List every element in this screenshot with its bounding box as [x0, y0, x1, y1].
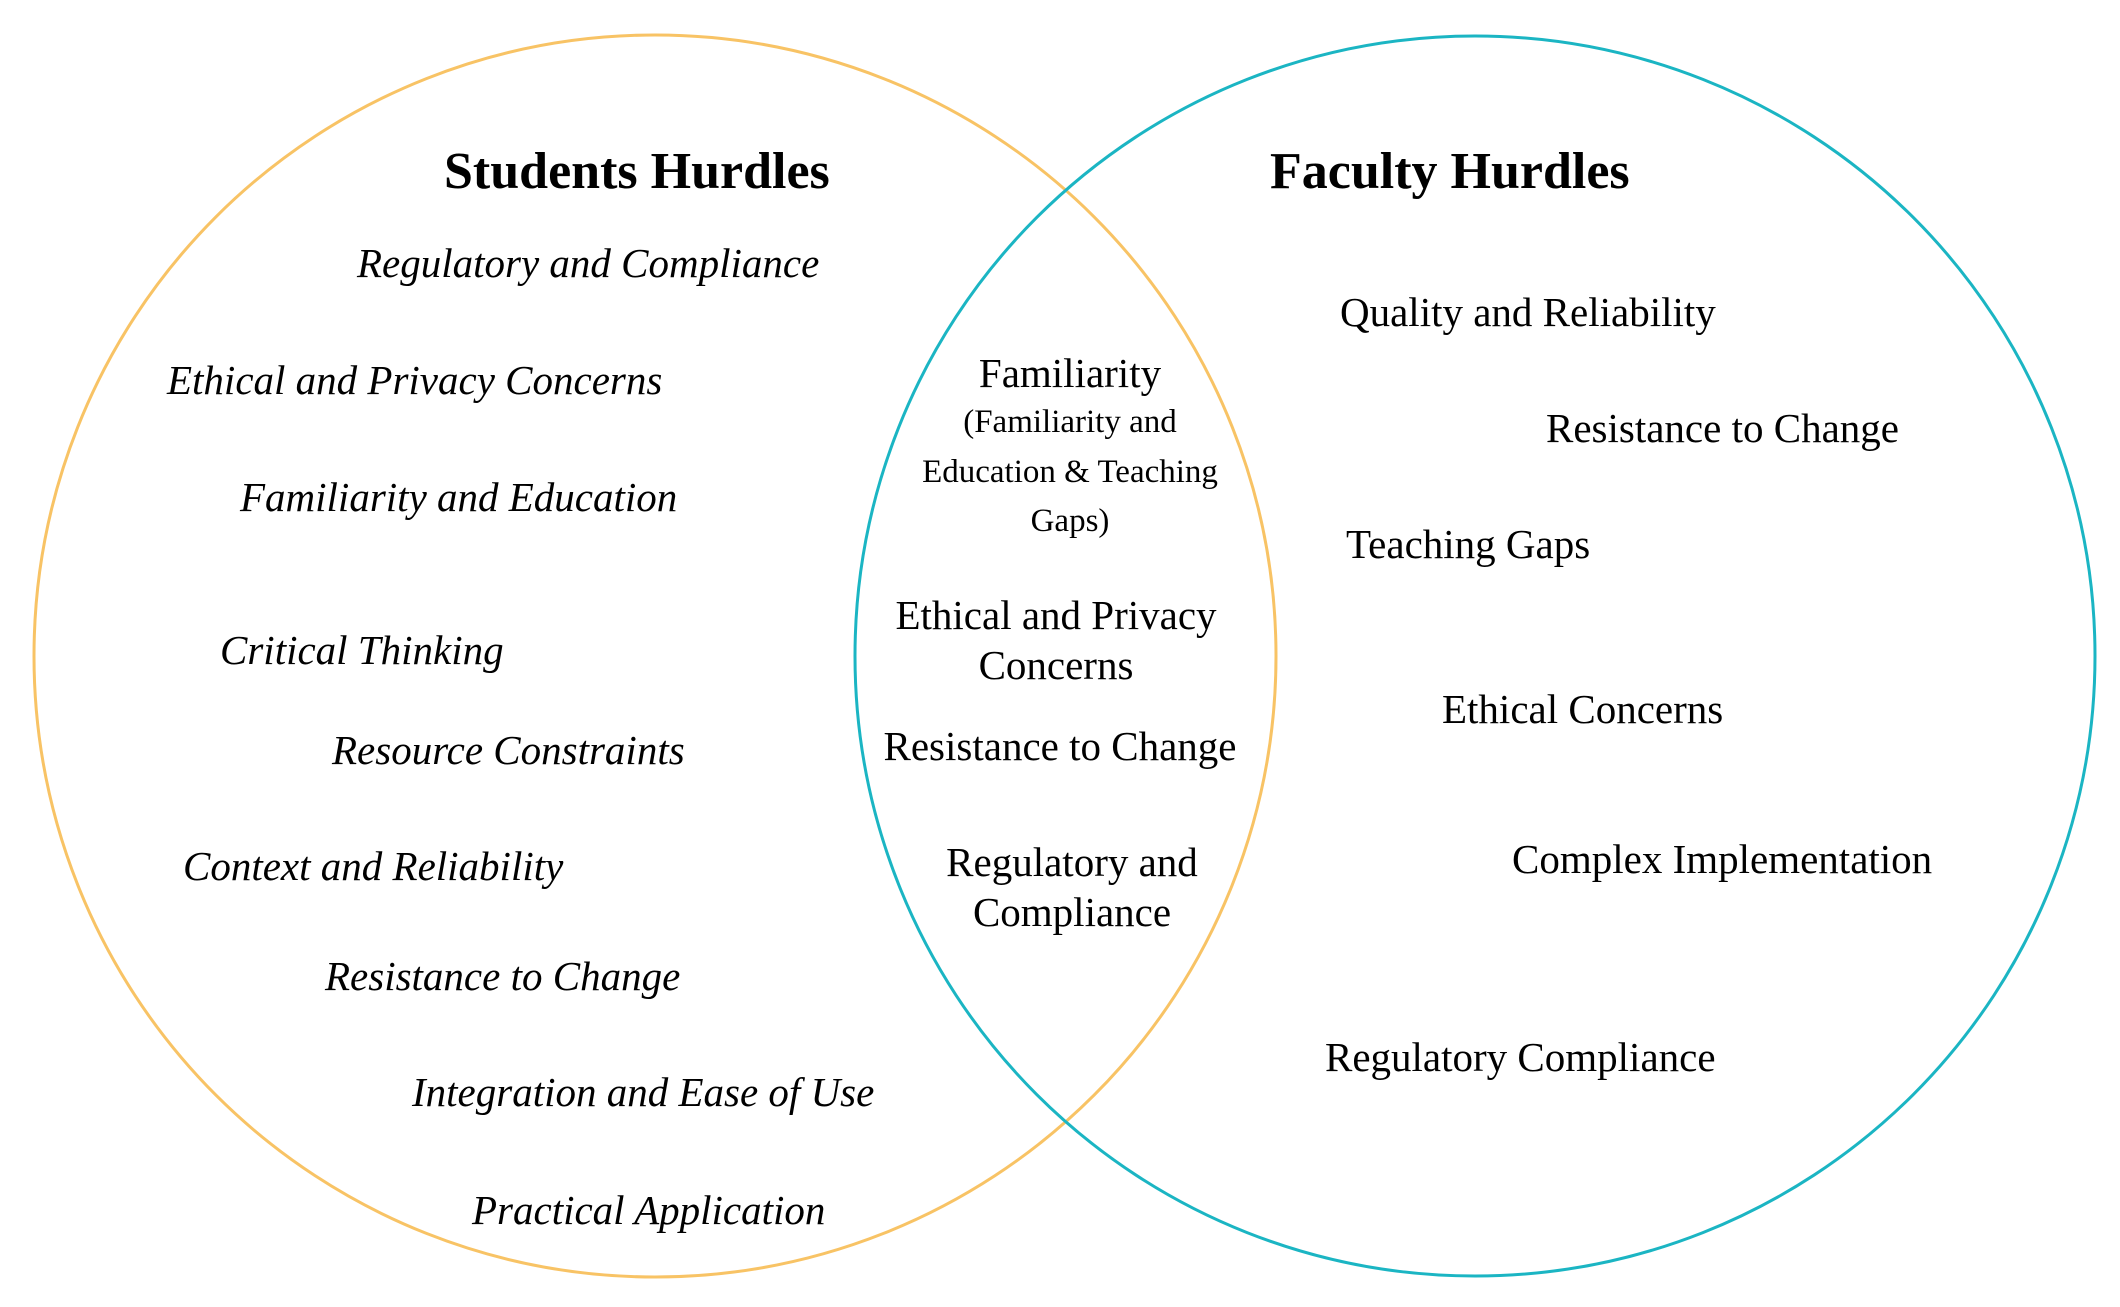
faculty-item: Complex Implementation — [1512, 836, 1933, 882]
faculty-title: Faculty Hurdles — [1270, 143, 1630, 200]
students-item: Resource Constraints — [332, 727, 685, 773]
faculty-item: Ethical Concerns — [1442, 686, 1724, 732]
students-item: Practical Application — [472, 1187, 826, 1233]
shared-familiarity-detail-1: (Familiarity and — [963, 404, 1177, 441]
shared-ethical — [856, 590, 1256, 690]
shared-resistance: Resistance to Change — [883, 723, 1237, 769]
shared-familiarity — [880, 348, 1260, 547]
shared-familiarity-detail-3: Gaps) — [1030, 503, 1110, 540]
students-item: Resistance to Change — [325, 953, 681, 999]
students-item: Ethical and Privacy Concerns — [167, 357, 663, 403]
students-item: Critical Thinking — [220, 627, 504, 673]
shared-familiarity-detail-2: Education & Teaching — [922, 453, 1218, 490]
shared-regulatory — [872, 837, 1272, 937]
faculty-item: Regulatory Compliance — [1325, 1034, 1716, 1080]
students-item: Regulatory and Compliance — [357, 240, 820, 286]
students-title: Students Hurdles — [444, 143, 830, 200]
shared-regulatory-line-2: Compliance — [972, 889, 1172, 936]
students-item: Integration and Ease of Use — [412, 1069, 875, 1115]
faculty-item: Resistance to Change — [1546, 405, 1899, 451]
students-item: Context and Reliability — [183, 843, 564, 889]
faculty-item: Quality and Reliability — [1340, 289, 1716, 335]
shared-ethical-line-2: Concerns — [978, 642, 1134, 689]
shared-regulatory-line-1: Regulatory and — [946, 839, 1198, 885]
faculty-item: Teaching Gaps — [1346, 521, 1591, 567]
shared-ethical-line-1: Ethical and Privacy — [895, 592, 1217, 638]
shared-familiarity-main: Familiarity — [978, 350, 1162, 396]
students-item: Familiarity and Education — [240, 474, 678, 520]
